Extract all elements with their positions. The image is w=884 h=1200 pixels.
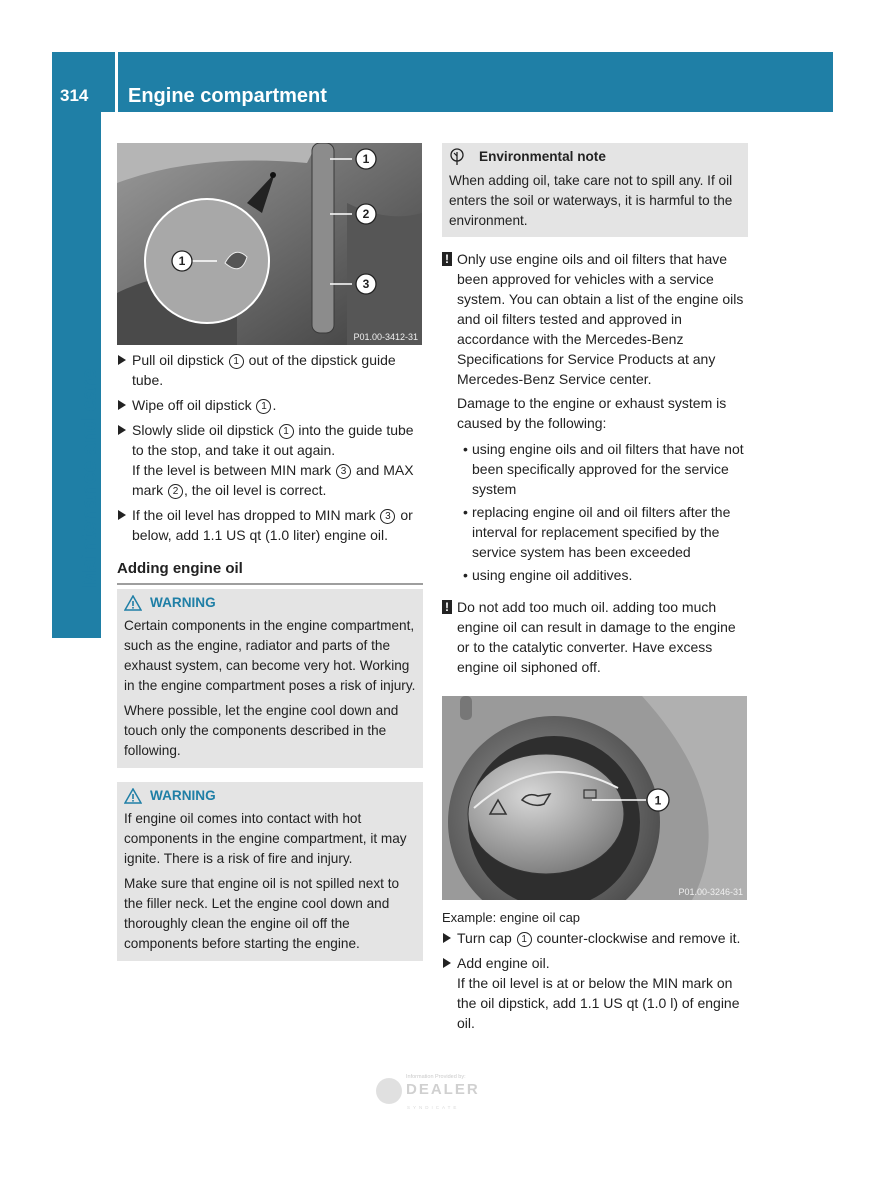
engine-illustration bbox=[117, 143, 422, 345]
environmental-note-box bbox=[442, 143, 748, 237]
warning-box-oil-fire bbox=[117, 782, 423, 961]
svg-text:1: 1 bbox=[654, 793, 662, 808]
svg-text:1: 1 bbox=[178, 254, 186, 268]
damage-causes-list bbox=[457, 439, 748, 585]
callout-ref: 1 bbox=[279, 424, 294, 439]
list-item: • using engine oil additives. bbox=[457, 565, 748, 585]
callout-ref: 1 bbox=[229, 354, 244, 369]
dealer-watermark: Information Provided by: DEALER SYNDICATE bbox=[372, 1070, 504, 1110]
env-note-text: When adding oil, take care not to spill any. If oil enters the soil or waterways, it is harmful to the environment. bbox=[449, 173, 733, 228]
warning-triangle-icon bbox=[124, 788, 142, 804]
figure-caption: Example: engine oil cap bbox=[442, 910, 581, 925]
notice-exclamation-icon: ! bbox=[442, 252, 452, 266]
warning-label: WARNING bbox=[150, 595, 216, 610]
right-column-lower bbox=[442, 900, 748, 1038]
oil-cap-illustration bbox=[442, 696, 747, 900]
svg-text:3: 3 bbox=[362, 277, 370, 291]
page-number: 314 bbox=[60, 86, 89, 105]
list-item: • using engine oils and oil filters that have not been specifically approved for the service system bbox=[457, 439, 748, 499]
warning-text: If engine oil comes into contact with hot components in the engine compartment, it may ignite. There is a risk of fire and injury. bbox=[124, 811, 407, 866]
warning-text: Where possible, let the engine cool down and touch only the components described in the following. bbox=[124, 703, 399, 758]
side-tab-label: Maintenance and care bbox=[78, 368, 101, 588]
callout-ref: 1 bbox=[517, 932, 532, 947]
callout-ref: 2 bbox=[168, 484, 183, 499]
warning-box-hot-components bbox=[117, 589, 423, 768]
env-note-label: Environmental note bbox=[479, 149, 606, 164]
warning-text: Make sure that engine oil is not spilled next to the filler neck. Let the engine cool down and thoroughly clean the engine oil off the components before starting the engine. bbox=[124, 876, 400, 951]
callout-ref: 3 bbox=[380, 509, 395, 524]
callout-ref: 1 bbox=[256, 399, 271, 414]
step-wipe-dipstick: Wipe off oil dipstick 1 . bbox=[117, 395, 423, 415]
svg-text:1: 1 bbox=[362, 152, 370, 166]
warning-triangle-icon bbox=[124, 595, 142, 611]
right-column bbox=[442, 143, 748, 677]
warning-text: Certain components in the engine compartment, such as the engine, radiator and parts of the exhaust system, can become very hot. Working in the engine compartment poses a risk of injury. bbox=[124, 618, 416, 693]
list-item: • replacing engine oil and oil filters after the interval for replacement specified by the service system has been exceeded bbox=[457, 502, 748, 562]
svg-text:2: 2 bbox=[362, 207, 370, 221]
engine-dipstick-figure bbox=[117, 143, 422, 345]
step-add-oil-if-low: If the oil level has dropped to MIN mark 3 or below, add 1.1 US qt (1.0 liter) engine oil. bbox=[117, 505, 423, 545]
oil-cap-figure bbox=[442, 696, 747, 900]
step-turn-cap: Turn cap 1 counter-clockwise and remove it. bbox=[442, 928, 748, 948]
warning-label: WARNING bbox=[150, 788, 216, 803]
header-divider bbox=[115, 52, 118, 112]
notice-approved-oils: ! Only use engine oils and oil filters that have been approved for vehicles with a service system. You can obtain a list of the engine oils and oil filters tested and approved in accordance with the Mercedes-Benz Specifications for Service Products at any Mercedes-Benz Service center. Damage to the engine or exhaust system is caused by the following: • using engine oils and oil filters that have not been specifically approved for the service system • replacing engine oil and oil filters after the interval for replacement specified by the service system has been exceeded • using engine oil additives. bbox=[442, 249, 748, 585]
left-column bbox=[117, 350, 423, 961]
header-bar bbox=[52, 52, 833, 112]
page-title: Engine compartment bbox=[128, 85, 327, 107]
environment-leaf-icon bbox=[449, 148, 465, 166]
section-heading-adding-oil: Adding engine oil bbox=[117, 559, 423, 585]
callout-ref: 3 bbox=[336, 464, 351, 479]
step-pull-dipstick: Pull oil dipstick 1 out of the dipstick guide tube. bbox=[117, 350, 423, 390]
notice-exclamation-icon: ! bbox=[442, 600, 452, 614]
side-tab bbox=[52, 112, 101, 638]
step-insert-dipstick: Slowly slide oil dipstick 1 into the guide tube to the stop, and take it out again. If the level is between MIN mark 3 and MAX mark 2 , the oil level is correct. bbox=[117, 420, 423, 500]
notice-overfill: ! Do not add too much oil. adding too much engine oil can result in damage to the engine or to the catalytic converter. Have excess engine oil siphoned off. bbox=[442, 597, 748, 677]
dealer-logo bbox=[376, 1078, 402, 1104]
figure-code: P01.00-3246-31 bbox=[678, 887, 743, 897]
step-add-engine-oil: Add engine oil. If the oil level is at or below the MIN mark on the oil dipstick, add 1.1 US qt (1.0 l) of engine oil. bbox=[442, 953, 748, 1033]
figure-code: P01.00-3412-31 bbox=[353, 332, 418, 342]
